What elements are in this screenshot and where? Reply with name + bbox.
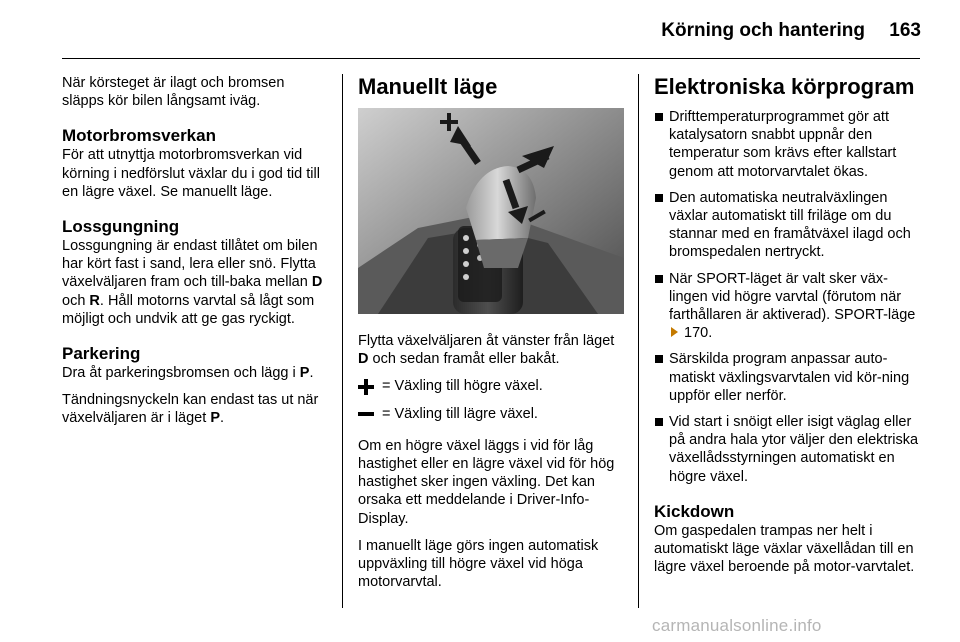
page-reference-icon xyxy=(671,327,678,337)
list-item xyxy=(654,270,920,343)
parkering-text-2 xyxy=(62,391,328,427)
column-left xyxy=(62,74,328,437)
column-right xyxy=(654,74,920,585)
section-kickdown xyxy=(654,502,920,577)
text-run: . xyxy=(219,410,225,427)
gear-selector-photo xyxy=(358,108,624,314)
heading-manuellt-lage: Manuellt läge xyxy=(358,74,498,99)
heading-elektroniska-korprogram: Elektroniska körprogram xyxy=(654,74,915,99)
text-run: och sedan framåt eller bakåt. xyxy=(368,351,560,368)
text-run: När SPORT-läget är valt sker väx-lingen vid högre varvtal (förutom när farthållaren är aktiverad). SPORT-läge xyxy=(669,270,916,324)
list-item: Vid start i snöigt eller isigt väglag eller på andra hala ytor väljer den elektriska växellådsstyrningen automatiskt en högre växel. xyxy=(654,413,920,486)
key-d: D xyxy=(311,274,323,291)
minus-icon xyxy=(358,406,374,422)
text-run: Flytta växelväljaren åt vänster från läget xyxy=(358,333,615,349)
heading-parkering: Parkering xyxy=(62,344,141,364)
text-run: och xyxy=(62,292,90,309)
header-divider xyxy=(62,58,920,59)
program-list xyxy=(654,108,920,486)
manual-para-2: I manuellt läge görs ingen automatisk uppväxling till högre växel vid höga motorvarvtal. xyxy=(358,537,599,591)
key-r: R xyxy=(89,292,100,309)
motorbroms-text: För att utnyttja motorbromsverkan vid körning i nedförslut växlar du i god tid till en lägre växel. Se manuellt läge. xyxy=(62,147,320,200)
list-item: Den automatiska neutralväxlingen växlar automatiskt till friläge om du stannar med en framåtväxel ilagd och bromspedalen nertryckt. xyxy=(654,189,920,262)
intro-paragraph: När körsteget är ilagt och bromsen släpps kör bilen långsamt iväg. xyxy=(62,75,285,110)
page-header-title: Körning och hantering xyxy=(661,20,865,41)
kickdown-text: Om gaspedalen trampas ner helt i automatiskt läge växlar växellådan till en lägre växel beroende på motor-varvtalet. xyxy=(654,522,915,576)
text-run: . xyxy=(309,365,314,382)
minus-legend-text: = Växling till lägre växel. xyxy=(382,405,538,422)
page-number: 163 xyxy=(889,20,921,41)
heading-kickdown: Kickdown xyxy=(654,501,735,521)
figure-caption xyxy=(358,332,624,368)
section-motorbroms xyxy=(62,126,328,201)
section-lossgungning xyxy=(62,217,328,328)
manual-para-1: Om en högre växel läggs i vid för låg hastighet eller en lägre växel vid för hög hastighet sker ingen växling. Det kan orsaka ett meddelande i Driver-Info-Display. xyxy=(358,437,615,527)
section-parkering xyxy=(62,344,328,428)
sport-reference-page: 170. xyxy=(684,325,713,342)
heading-motorbromsverkan: Motorbromsverkan xyxy=(62,126,216,146)
minus-legend xyxy=(358,405,624,423)
key-p: P xyxy=(210,410,220,427)
plus-legend xyxy=(358,377,624,395)
column-divider-2 xyxy=(638,74,639,608)
lossgungning-text xyxy=(62,237,328,328)
column-middle xyxy=(358,74,624,600)
list-item: Drifttemperaturprogrammet gör att katalysatorn snabbt uppnår den temperatur som krävs efter kallstart genom att motorvarvtalet ökas. xyxy=(654,108,920,181)
plus-legend-text: = Växling till högre växel. xyxy=(382,378,543,395)
list-item: Särskilda program anpassar auto-matiskt växlingsvarvtalen vid kör-ning uppför eller nerför. xyxy=(654,350,920,405)
watermark: carmanualsonline.info xyxy=(652,616,822,635)
plus-icon xyxy=(358,379,374,395)
text-run: Lossgungning är endast tillåtet om bilen har kört fast i sand, lera eller snö. Flytta växelväljaren fram och till-baka mellan xyxy=(62,238,318,291)
text-run: Dra åt parkeringsbromsen och lägg i xyxy=(62,365,300,382)
key-d: D xyxy=(358,351,369,368)
text-run: Tändningsnyckeln kan endast tas ut när växelväljaren är i läget xyxy=(62,392,319,427)
key-p: P xyxy=(299,365,310,382)
heading-lossgungning: Lossgungning xyxy=(62,217,180,237)
parkering-text xyxy=(62,364,328,382)
text-run: . Håll motorns varvtal så lågt som möjligt och undvik att ge gas ryckigt. xyxy=(62,292,315,327)
column-divider-1 xyxy=(342,74,343,608)
